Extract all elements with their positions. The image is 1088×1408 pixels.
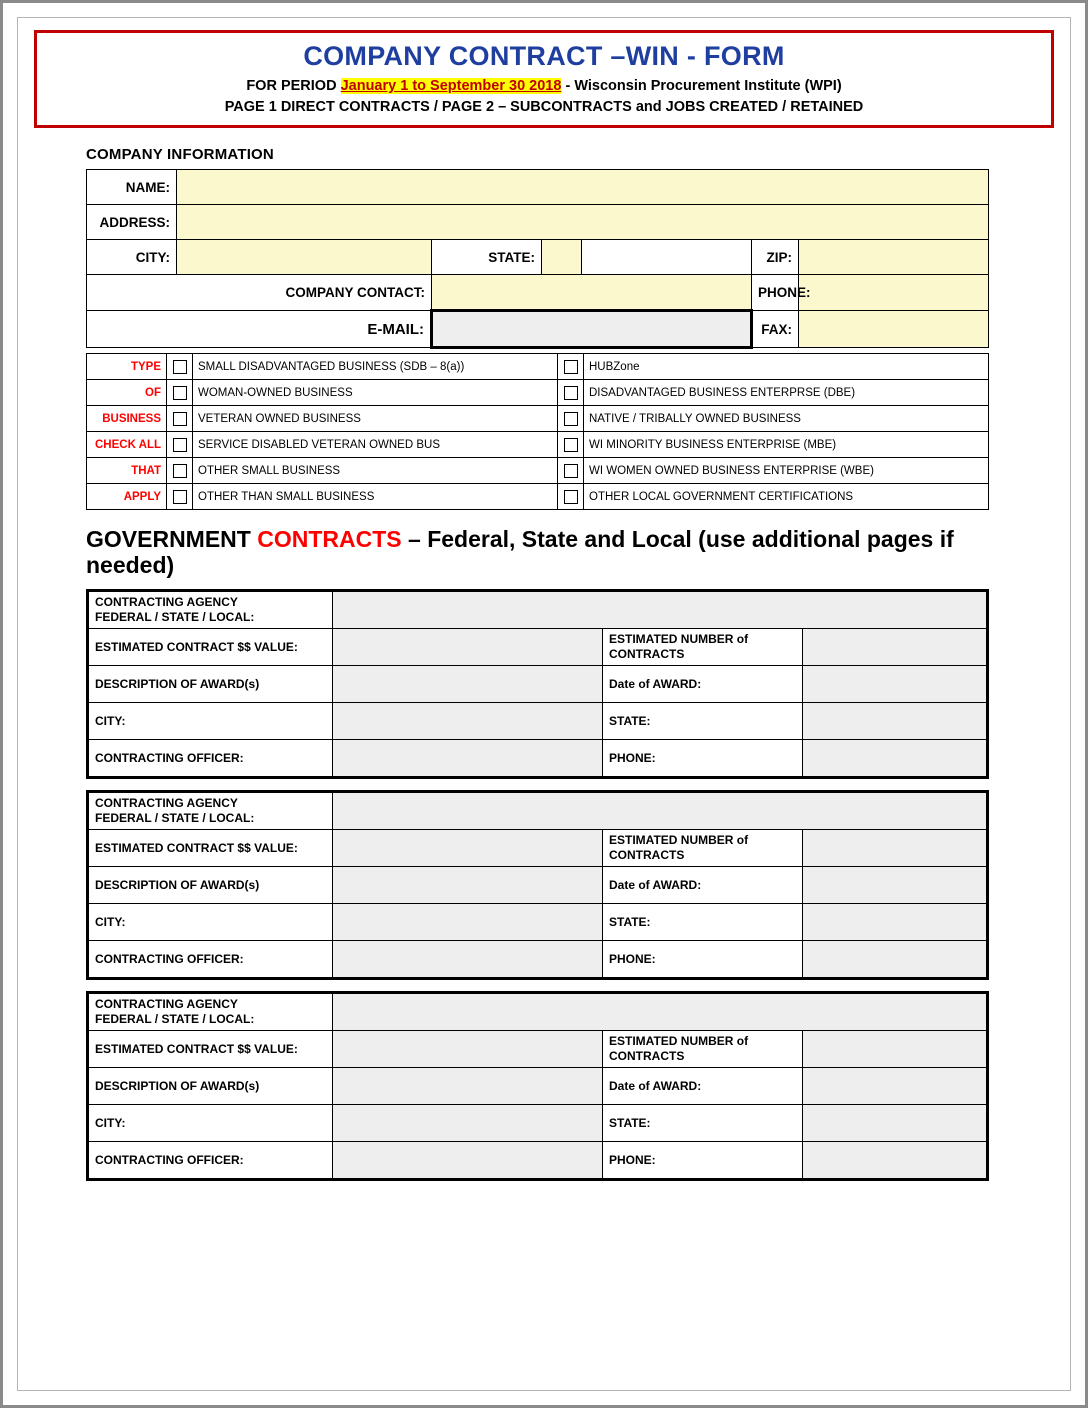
input-state[interactable] (803, 702, 988, 739)
label-email: E-MAIL: (87, 311, 432, 348)
input-zip[interactable] (799, 240, 989, 275)
period-highlight: January 1 to September 30 2018 (340, 78, 562, 94)
label-est-number-line1: ESTIMATED NUMBER of (609, 1033, 749, 1048)
business-type-left-label: SMALL DISADVANTAGED BUSINESS (SDB – 8(a)) (193, 354, 558, 380)
table-row (88, 791, 988, 829)
business-type-left-label: SERVICE DISABLED VETERAN OWNED BUS (193, 432, 558, 458)
business-type-left-label: OTHER SMALL BUSINESS (193, 458, 558, 484)
business-type-table (86, 353, 989, 510)
contract-block-2 (86, 790, 989, 980)
checkbox-service-disabled-veteran[interactable] (167, 432, 193, 458)
table-row (88, 940, 988, 978)
business-type-side-label: TYPE (87, 354, 167, 380)
input-city[interactable] (333, 702, 603, 739)
input-estimated-value[interactable] (333, 628, 603, 665)
checkbox-icon (173, 412, 187, 426)
business-type-right-label: WI MINORITY BUSINESS ENTERPRISE (MBE) (584, 432, 989, 458)
label-state: STATE: (603, 1104, 803, 1141)
pages-line: PAGE 1 DIRECT CONTRACTS / PAGE 2 – SUBCONTRACTS and JOBS CREATED / RETAINED (224, 99, 864, 115)
checkbox-veteran-owned[interactable] (167, 406, 193, 432)
label-contracting-officer: CONTRACTING OFFICER: (88, 1141, 333, 1179)
table-row (88, 665, 988, 702)
label-estimated-value: ESTIMATED CONTRACT $$ VALUE: (88, 628, 333, 665)
table-row (87, 205, 989, 240)
period-prefix: FOR PERIOD (246, 78, 341, 94)
label-phone: PHONE: (603, 739, 803, 777)
government-contracts-heading (86, 526, 986, 579)
label-estimated-number (603, 628, 803, 665)
table-row (87, 240, 989, 275)
label-est-number-line2: CONTRACTS (609, 1048, 685, 1063)
company-information-table (86, 169, 989, 349)
table-row (87, 380, 989, 406)
input-estimated-value[interactable] (333, 1030, 603, 1067)
input-contracting-officer[interactable] (333, 739, 603, 777)
input-city[interactable] (333, 1104, 603, 1141)
table-row (88, 590, 988, 628)
input-date-of-award[interactable] (803, 665, 988, 702)
business-type-side-label: CHECK ALL (87, 432, 167, 458)
input-state[interactable] (803, 1104, 988, 1141)
label-state: STATE: (432, 240, 542, 275)
form-title-box (34, 30, 1054, 128)
table-row (88, 1141, 988, 1179)
input-state[interactable] (542, 240, 582, 275)
input-email[interactable] (432, 311, 752, 348)
input-phone[interactable] (803, 739, 988, 777)
checkbox-icon (173, 360, 187, 374)
input-description-of-award[interactable] (333, 665, 603, 702)
company-information-heading: COMPANY INFORMATION (86, 146, 274, 163)
table-row (87, 275, 989, 311)
label-name: NAME: (87, 170, 177, 205)
checkbox-icon (173, 438, 187, 452)
input-description-of-award[interactable] (333, 1067, 603, 1104)
label-fax: FAX: (752, 311, 799, 348)
input-estimated-number[interactable] (803, 829, 988, 866)
input-name[interactable] (177, 170, 989, 205)
label-est-number-line1: ESTIMATED NUMBER of (609, 832, 749, 847)
business-type-right-label: OTHER LOCAL GOVERNMENT CERTIFICATIONS (584, 484, 989, 510)
label-est-number-line2: CONTRACTS (609, 646, 685, 661)
label-zip: ZIP: (752, 240, 799, 275)
label-contracting-agency (88, 992, 333, 1030)
checkbox-icon (173, 386, 187, 400)
input-city[interactable] (177, 240, 432, 275)
label-estimated-value: ESTIMATED CONTRACT $$ VALUE: (88, 1030, 333, 1067)
business-type-left-label: WOMAN-OWNED BUSINESS (193, 380, 558, 406)
label-city: CITY: (88, 903, 333, 940)
table-row (87, 484, 989, 510)
table-row (88, 866, 988, 903)
checkbox-mbe[interactable] (558, 432, 584, 458)
business-type-right-label: WI WOMEN OWNED BUSINESS ENTERPRISE (WBE) (584, 458, 989, 484)
table-row (88, 739, 988, 777)
checkbox-woman-owned[interactable] (167, 380, 193, 406)
input-company-contact[interactable] (432, 275, 752, 311)
checkbox-icon (564, 360, 578, 374)
label-contracting-officer: CONTRACTING OFFICER: (88, 739, 333, 777)
input-contracting-officer[interactable] (333, 1141, 603, 1179)
checkbox-icon (564, 464, 578, 478)
table-row (88, 1067, 988, 1104)
label-est-number-line2: CONTRACTS (609, 847, 685, 862)
input-fax[interactable] (799, 311, 989, 348)
input-contracting-officer[interactable] (333, 940, 603, 978)
input-description-of-award[interactable] (333, 866, 603, 903)
period-line (47, 78, 1041, 94)
checkbox-other-small-business[interactable] (167, 458, 193, 484)
label-contracting-agency (88, 791, 333, 829)
checkbox-native-tribally-owned[interactable] (558, 406, 584, 432)
label-state: STATE: (603, 903, 803, 940)
contract-block-3 (86, 991, 989, 1181)
business-type-left-label: VETERAN OWNED BUSINESS (193, 406, 558, 432)
checkbox-wbe[interactable] (558, 458, 584, 484)
label-phone: PHONE: (752, 275, 799, 311)
heading-part-1: GOVERNMENT (86, 526, 258, 552)
checkbox-icon (564, 386, 578, 400)
table-row (87, 458, 989, 484)
input-phone[interactable] (803, 940, 988, 978)
business-type-side-label: BUSINESS (87, 406, 167, 432)
label-est-number-line1: ESTIMATED NUMBER of (609, 631, 749, 646)
label-contracting-officer: CONTRACTING OFFICER: (88, 940, 333, 978)
input-state[interactable] (803, 903, 988, 940)
table-row (88, 1030, 988, 1067)
label-description-of-award: DESCRIPTION OF AWARD(s) (88, 866, 333, 903)
label-contracting-agency (88, 590, 333, 628)
business-type-right-label: HUBZone (584, 354, 989, 380)
input-estimated-number[interactable] (803, 628, 988, 665)
label-estimated-number (603, 829, 803, 866)
input-contracting-agency[interactable] (333, 590, 988, 628)
table-row (87, 311, 989, 348)
label-agency-line1: CONTRACTING AGENCY (95, 996, 238, 1011)
table-row (88, 992, 988, 1030)
table-row (88, 903, 988, 940)
label-date-of-award: Date of AWARD: (603, 866, 803, 903)
table-row (87, 170, 989, 205)
label-city: CITY: (88, 1104, 333, 1141)
input-phone[interactable] (799, 275, 989, 311)
label-city: CITY: (87, 240, 177, 275)
input-address[interactable] (177, 205, 989, 240)
business-type-side-label: OF (87, 380, 167, 406)
business-type-side-label: THAT (87, 458, 167, 484)
table-row (87, 354, 989, 380)
label-agency-line2: FEDERAL / STATE / LOCAL: (95, 609, 255, 624)
label-date-of-award: Date of AWARD: (603, 1067, 803, 1104)
checkbox-sdb[interactable] (167, 354, 193, 380)
contract-block-1 (86, 589, 989, 779)
input-date-of-award[interactable] (803, 1067, 988, 1104)
label-phone: PHONE: (603, 1141, 803, 1179)
period-suffix: - Wisconsin Procurement Institute (WPI) (561, 78, 842, 94)
checkbox-icon (564, 490, 578, 504)
table-row (88, 628, 988, 665)
heading-part-2: – Federal, State and Local (use additional pages if needed) (86, 526, 954, 579)
label-address: ADDRESS: (87, 205, 177, 240)
page-inner-border (17, 17, 1071, 1391)
input-date-of-award[interactable] (803, 866, 988, 903)
checkbox-icon (564, 412, 578, 426)
table-row (87, 432, 989, 458)
label-description-of-award: DESCRIPTION OF AWARD(s) (88, 1067, 333, 1104)
label-state: STATE: (603, 702, 803, 739)
checkbox-hubzone[interactable] (558, 354, 584, 380)
business-type-side-label: APPLY (87, 484, 167, 510)
label-city: CITY: (88, 702, 333, 739)
input-estimated-number[interactable] (803, 1030, 988, 1067)
checkbox-other-than-small-business[interactable] (167, 484, 193, 510)
input-city[interactable] (333, 903, 603, 940)
table-row (88, 829, 988, 866)
label-company-contact: COMPANY CONTACT: (87, 275, 432, 311)
label-agency-line1: CONTRACTING AGENCY (95, 594, 238, 609)
checkbox-other-local-gov-certs[interactable] (558, 484, 584, 510)
table-row (87, 406, 989, 432)
table-row (88, 702, 988, 739)
label-phone: PHONE: (603, 940, 803, 978)
checkbox-icon (564, 438, 578, 452)
heading-contracts-word: CONTRACTS (257, 526, 402, 552)
label-agency-line1: CONTRACTING AGENCY (95, 795, 238, 810)
business-type-right-label: DISADVANTAGED BUSINESS ENTERPRSE (DBE) (584, 380, 989, 406)
business-type-right-label: NATIVE / TRIBALLY OWNED BUSINESS (584, 406, 989, 432)
label-estimated-number (603, 1030, 803, 1067)
input-contracting-agency[interactable] (333, 992, 988, 1030)
business-type-left-label: OTHER THAN SMALL BUSINESS (193, 484, 558, 510)
spacer-cell (582, 240, 752, 275)
page-title: COMPANY CONTRACT –WIN - FORM (303, 41, 785, 71)
input-contracting-agency[interactable] (333, 791, 988, 829)
input-phone[interactable] (803, 1141, 988, 1179)
checkbox-icon (173, 490, 187, 504)
label-estimated-value: ESTIMATED CONTRACT $$ VALUE: (88, 829, 333, 866)
table-row (88, 1104, 988, 1141)
label-date-of-award: Date of AWARD: (603, 665, 803, 702)
label-agency-line2: FEDERAL / STATE / LOCAL: (95, 810, 255, 825)
label-description-of-award: DESCRIPTION OF AWARD(s) (88, 665, 333, 702)
label-agency-line2: FEDERAL / STATE / LOCAL: (95, 1011, 255, 1026)
checkbox-icon (173, 464, 187, 478)
input-estimated-value[interactable] (333, 829, 603, 866)
checkbox-dbe[interactable] (558, 380, 584, 406)
